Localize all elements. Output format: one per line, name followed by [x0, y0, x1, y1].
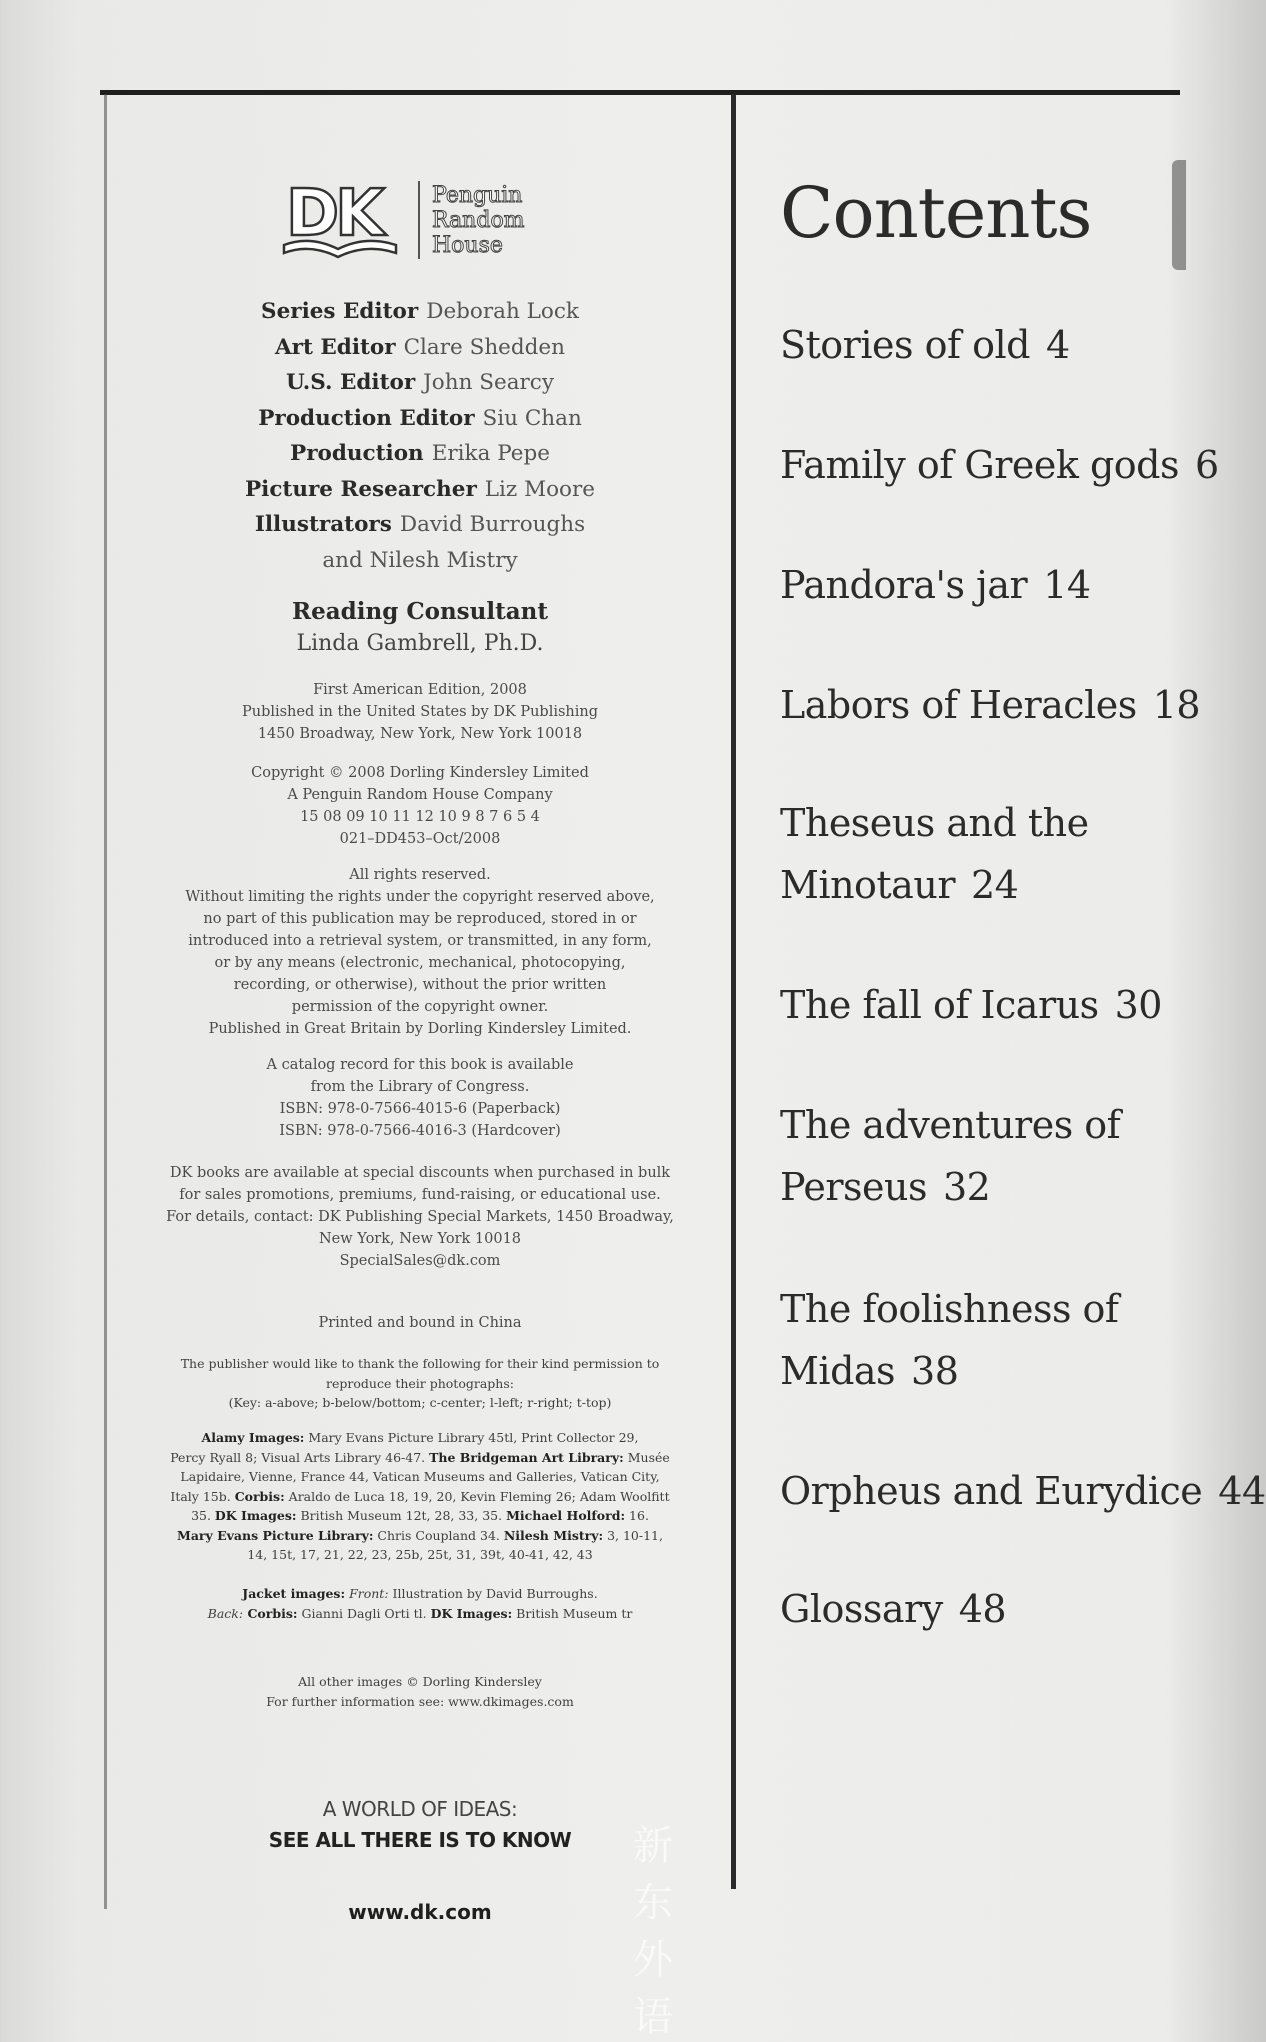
page-edge [104, 94, 107, 1909]
other-images-credit: All other images © Dorling Kindersley For further information see: www.dkimages.com [266, 1674, 574, 1709]
website-link: www.dk.com [348, 1900, 492, 1924]
toc-entry: Glossary 48 [780, 1587, 1007, 1631]
logo-separator [418, 181, 420, 259]
rights-notice: All rights reserved. Without limiting the rights under the copyright reserved above, no part of this publication may be reproduced, stored in or introduced into a retrieval system, or transmitted, in any form, or by any means (electronic, mechanical, photocopying, recording, or otherwise), without the prior written permission of the copyright owner. Published in Great Britain by Dorling Kindersley Limited. [185, 867, 655, 1037]
credit-line: Illustrators David Burroughs [254, 512, 586, 537]
reading-consultant [130, 597, 710, 661]
credit-line: U.S. Editor John Searcy [285, 370, 554, 395]
credit-continuation: and Nilesh Mistry [322, 547, 518, 573]
jacket-credits: Jacket images: Front: Illustration by David Burroughs. Back: Corbis: Gianni Dagli Orti tl. DK Images: British Museum tr [207, 1586, 633, 1621]
toc-entry: Pandora's jar 14 [780, 563, 1091, 607]
dk-logo-text: DK [286, 177, 381, 251]
toc-entry: The adventures of Perseus 32 [780, 1103, 1121, 1209]
toc-entry: The fall of Icarus 30 [780, 983, 1162, 1027]
toc-entry: Stories of old 4 [780, 323, 1070, 367]
toc-page-number: 38 [911, 1349, 959, 1393]
toc-page-number: 24 [970, 863, 1019, 907]
credit-line: Production Editor Siu Chan [258, 405, 582, 431]
photo-thanks: The publisher would like to thank the following for their kind permission to reproduce their photographs: (Key: a-above; b-below/bottom; c-center; l-left; r-right; t-top) [180, 1356, 660, 1410]
toc-entry: Labors of Heracles 18 [780, 683, 1201, 727]
toc-entry: Orpheus and Eurydice 44 [780, 1469, 1266, 1513]
edition-info: First American Edition, 2008 Published in the United States by DK Publishing 1450 Broadway, New York, New York 10018 [241, 682, 599, 742]
consultant-name: Linda Gambrell, Ph.D. [296, 631, 544, 656]
toc-page-number: 32 [942, 1165, 991, 1209]
watermark: 新 东 外 语 [633, 1823, 687, 2040]
toc-page-number: 48 [958, 1587, 1007, 1631]
staff-credits [130, 294, 710, 578]
penguin-random-house-logo: Penguin Random House [432, 182, 525, 258]
toc-page-number: 14 [1043, 563, 1091, 607]
top-rule [100, 90, 1180, 95]
picture-credits: Alamy Images: Mary Evans Picture Library 45tl, Print Collector 29, Percy Ryall 8; Visual Arts Library 46-47. The Bridgeman Art Library: Musée Lapidaire, Vienne, France 44, Vatican Museums and Galleries, Vatican City, Italy 15b. Corbis: Araldo de Luca 18, 19, 20, Kevin Fleming 26; Adam Woolfitt 35. DK Images: British Museum 12t, 28, 33, 35. Michael Holford: 16. Mary Evans Picture Library: Chris Coupland 34. Nilesh Mistry: 3, 10-11, 14, 15t, 17, 21, 22, 23, 25b, 25t, 31, 39t, 40-41, 42, 43 [170, 1430, 670, 1562]
contents-heading: Contents [780, 172, 1092, 254]
credit-line: Series Editor Deborah Lock [261, 299, 579, 324]
column-divider [731, 94, 736, 1889]
toc-page-number: 4 [1045, 323, 1070, 367]
toc-page-number: 44 [1218, 1469, 1266, 1513]
consultant-title: Reading Consultant [292, 598, 548, 625]
printed-in: Printed and bound in China [318, 1315, 522, 1331]
special-sales-info: DK books are available at special discounts when purchased in bulk for sales promotions, premiums, fund-raising, or educational use. For details, contact: DK Publishing Special Markets, 1450 Broadway, New York, New York 10018 SpecialSales@dk.com [166, 1165, 674, 1269]
copyright-info: Copyright © 2008 Dorling Kindersley Limited A Penguin Random House Company 15 08 09 10 11 12 10 9 8 7 6 5 4 021–DD453–Oct/2008 [251, 765, 589, 847]
toc-entry: Family of Greek gods 6 [780, 443, 1219, 487]
credit-line: Picture Researcher Liz Moore [244, 476, 596, 502]
credit-line: Production Erika Pepe [290, 441, 550, 466]
page-edge-shadow [1172, 160, 1186, 270]
toc-entry: The foolishness of Midas 38 [780, 1287, 1119, 1393]
catalog-info: A catalog record for this book is available from the Library of Congress. ISBN: 978-0-7566-4015-6 (Paperback) ISBN: 978-0-7566-4016-3 (Hardcover) [266, 1057, 574, 1139]
dk-tagline: A WORLD OF IDEAS: SEE ALL THERE IS TO KNOW [268, 1797, 572, 1852]
publisher-logo [280, 179, 525, 261]
toc-page-number: 18 [1152, 683, 1201, 727]
toc-page-number: 30 [1114, 983, 1162, 1027]
toc-entry: Theseus and the Minotaur 24 [780, 801, 1089, 907]
dk-book-logo-icon [280, 179, 400, 261]
toc-page-number: 6 [1194, 443, 1219, 487]
credit-line: Art Editor Clare Shedden [274, 334, 565, 360]
